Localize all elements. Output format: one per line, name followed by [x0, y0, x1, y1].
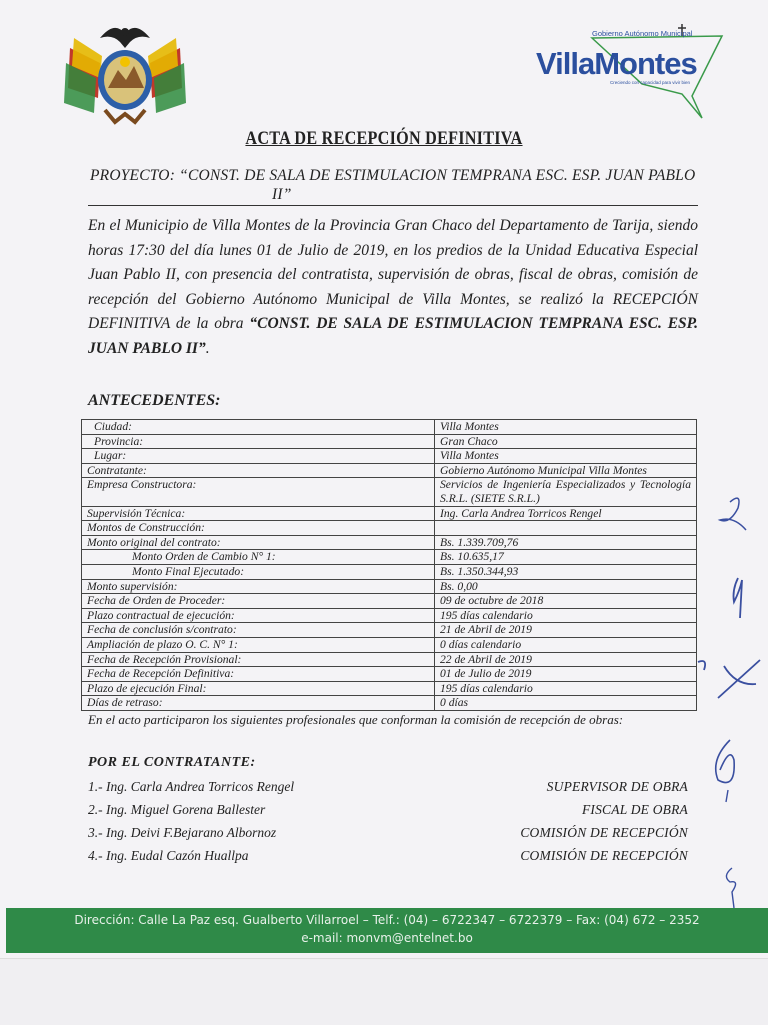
table-row: [82, 579, 697, 594]
row-value: 195 días calendario: [435, 681, 697, 696]
row-label: Empresa Constructora:: [82, 478, 435, 506]
villa-montes-logo-icon: [532, 22, 732, 120]
logo-name: VillaMontes: [536, 46, 697, 81]
member-name: 3.- Ing. Deivi F.Bejarano Albornoz: [88, 825, 277, 840]
row-value: 0 días: [435, 696, 697, 711]
participants-intro: En el acto participaron los siguientes profesionales que conforman la comisión de recepción de obras:: [88, 712, 624, 727]
table-row: [82, 608, 697, 623]
row-label: Monto Final Ejecutado:: [82, 564, 435, 579]
document-title: ACTA DE RECEPCIÓN DEFINITIVA: [245, 128, 523, 149]
page-bottom-margin: [0, 958, 768, 1025]
table-row: [82, 463, 697, 478]
row-label: Monto supervisión:: [82, 579, 435, 594]
row-label: Supervisión Técnica:: [82, 506, 435, 521]
table-row: [82, 521, 697, 536]
row-value: Bs. 1.350.344,93: [435, 564, 697, 579]
row-label: Plazo de ejecución Final:: [82, 681, 435, 696]
row-value: Servicios de Ingeniería Especializados y Tecnología S.R.L. (SIETE S.R.L.): [435, 478, 697, 506]
row-label: Montos de Construcción:: [82, 521, 435, 536]
row-label: Provincia:: [82, 434, 435, 449]
row-label: Lugar:: [82, 449, 435, 464]
member-role: SUPERVISOR DE OBRA: [546, 779, 688, 794]
row-value: Bs. 0,00: [435, 579, 697, 594]
row-label: Fecha de Recepción Definitiva:: [82, 667, 435, 682]
row-value: 09 de octubre de 2018: [435, 594, 697, 609]
row-label: Plazo contractual de ejecución:: [82, 608, 435, 623]
table-row: [82, 637, 697, 652]
antecedentes-heading: ANTECEDENTES:: [88, 392, 221, 409]
row-label: Ciudad:: [82, 420, 435, 435]
row-value: Ing. Carla Andrea Torricos Rengel: [435, 506, 697, 521]
row-value: Villa Montes: [435, 420, 697, 435]
intro-paragraph: [88, 214, 698, 362]
footer-email: e-mail: monvm@entelnet.bo: [301, 931, 473, 945]
member-name: 4.- Ing. Eudal Cazón Huallpa: [88, 848, 249, 863]
row-label: Contratante:: [82, 463, 435, 478]
member-role: COMISIÓN DE RECEPCIÓN: [520, 825, 688, 840]
member-role: FISCAL DE OBRA: [581, 802, 688, 817]
table-row: [82, 535, 697, 550]
table-row: [82, 434, 697, 449]
member-name: 2.- Ing. Miguel Gorena Ballester: [88, 802, 266, 817]
row-label: Monto Orden de Cambio N° 1:: [82, 550, 435, 565]
row-label: Ampliación de plazo O. C. N° 1:: [82, 637, 435, 652]
table-row: [82, 696, 697, 711]
project-line: [90, 166, 700, 204]
row-label: Fecha de Orden de Proceder:: [82, 594, 435, 609]
row-label: Fecha de conclusión s/contrato:: [82, 623, 435, 638]
bolivia-coat-of-arms-icon: [60, 18, 190, 126]
table-row: [82, 550, 697, 565]
table-row: [82, 478, 697, 506]
row-value: Gobierno Autónomo Municipal Villa Montes: [435, 463, 697, 478]
project-line-2: II”: [272, 186, 292, 203]
logo-tagline: Creciendo con capacidad para vivir bien: [610, 80, 691, 85]
table-row: [82, 506, 697, 521]
divider: [88, 205, 698, 206]
contratante-heading: POR EL CONTRATANTE:: [88, 755, 256, 770]
table-row: [82, 449, 697, 464]
member-role: COMISIÓN DE RECEPCIÓN: [520, 848, 688, 863]
intro-text: En el Municipio de Villa Montes de la Provincia Gran Chaco del Departamento de Tarija, siendo horas 17:30 del día lunes 01 de Julio de 2019, en los predios de la Unidad Educativa Especial Juan Pablo II, con presencia del contratista, supervisión de obras, fiscal de obras, comisión de recepción del Gobierno Autónomo Municipal de Villa Montes, se realizó la RECEPCIÓN DEFINITIVA de la obra: [88, 217, 698, 333]
member-name: 1.- Ing. Carla Andrea Torricos Rengel: [88, 779, 295, 794]
row-value: 22 de Abril de 2019: [435, 652, 697, 667]
footer-bar: [6, 908, 768, 953]
row-value: Bs. 10.635,17: [435, 550, 697, 565]
margin-signatures-icon: [690, 490, 768, 910]
row-value: [435, 521, 697, 536]
row-label: Días de retraso:: [82, 696, 435, 711]
row-label: Monto original del contrato:: [82, 535, 435, 550]
project-line-1: PROYECTO: “CONST. DE SALA DE ESTIMULACION TEMPRANA ESC. ESP. JUAN PABLO: [90, 167, 696, 184]
row-value: 195 días calendario: [435, 608, 697, 623]
row-value: 21 de Abril de 2019: [435, 623, 697, 638]
row-label: Fecha de Recepción Provisional:: [82, 652, 435, 667]
footer-address: Dirección: Calle La Paz esq. Gualberto Villarroel – Telf.: (04) – 6722347 – 6722379 – Fax: (04) 672 – 2352: [74, 913, 700, 927]
table-row: [82, 623, 697, 638]
table-row: [82, 420, 697, 435]
intro-project-name: “CONST. DE SALA DE ESTIMULACION TEMPRANA ESC. ESP. JUAN PABLO II”: [88, 315, 699, 357]
table-row: [82, 652, 697, 667]
row-value: 01 de Julio de 2019: [435, 667, 697, 682]
antecedentes-table: [81, 419, 697, 711]
table-row: [82, 564, 697, 579]
table-row: [82, 667, 697, 682]
intro-end: .: [205, 339, 210, 357]
row-value: Gran Chaco: [435, 434, 697, 449]
row-value: Villa Montes: [435, 449, 697, 464]
logo-municipal-header: Gobierno Autónomo Municipal: [592, 29, 693, 38]
table-row: [82, 681, 697, 696]
row-value: 0 días calendario: [435, 637, 697, 652]
table-row: [82, 594, 697, 609]
row-value: Bs. 1.339.709,76: [435, 535, 697, 550]
